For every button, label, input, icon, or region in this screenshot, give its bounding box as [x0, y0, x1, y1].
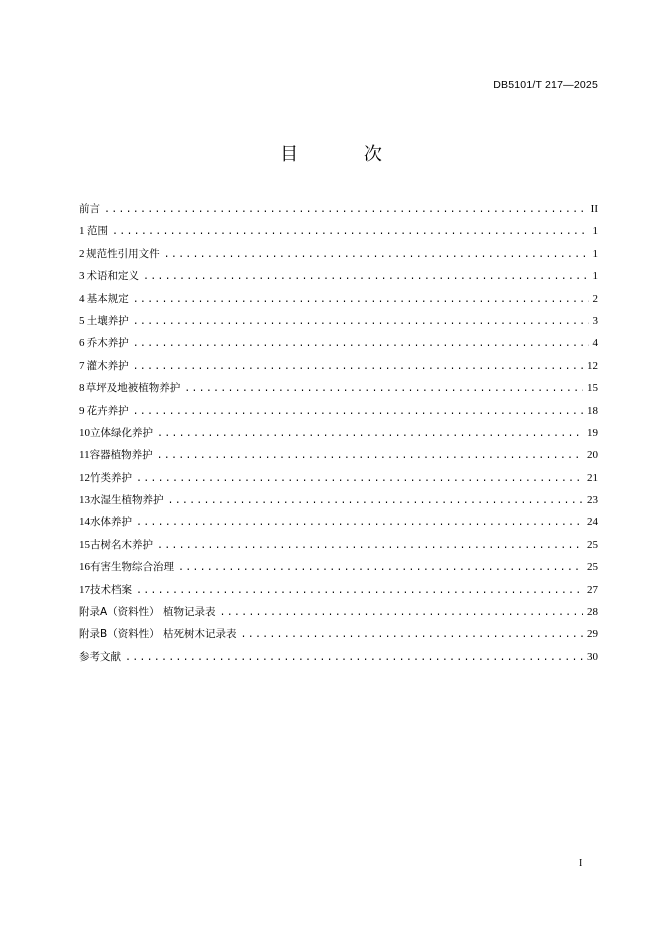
- toc-dot-leader: [168, 491, 584, 513]
- toc-entry[interactable]: [79, 623, 598, 645]
- toc-entry-title: 古树名木养护: [90, 538, 153, 551]
- toc-entry-number: 10: [79, 426, 90, 439]
- toc-entry-page: 1: [592, 270, 598, 283]
- table-of-contents: [79, 198, 598, 668]
- toc-entry-title: 附录A（资料性） 植物记录表: [79, 606, 216, 619]
- toc-entry[interactable]: [79, 601, 598, 623]
- toc-entry-title: 范围: [87, 225, 109, 238]
- toc-entry[interactable]: [79, 467, 598, 489]
- toc-entry-title: 容器植物养护: [89, 449, 153, 462]
- toc-entry-page: 30: [587, 650, 598, 663]
- toc-entry-title: 技术档案: [90, 583, 132, 596]
- toc-entry[interactable]: [79, 288, 598, 310]
- toc-dot-leader: [184, 379, 583, 401]
- toc-entry-page: 18: [587, 404, 598, 417]
- toc-dot-leader: [220, 603, 583, 625]
- toc-entry-page: 1: [592, 247, 598, 260]
- toc-entry[interactable]: [79, 511, 598, 533]
- toc-entry-title: 水体养护: [90, 516, 132, 529]
- toc-entry-title: 立体绿化养护: [90, 426, 153, 439]
- toc-entry-page: 2: [592, 292, 598, 305]
- toc-title: 目 次: [280, 144, 412, 165]
- toc-dot-leader: [157, 424, 583, 446]
- toc-entry[interactable]: [79, 579, 598, 601]
- toc-entry-title: 基本规定: [86, 292, 129, 305]
- toc-dot-leader: [104, 200, 587, 222]
- toc-entry[interactable]: [79, 198, 598, 220]
- toc-entry-number: 4: [79, 292, 85, 305]
- toc-entry-number: 3: [79, 270, 85, 283]
- toc-entry[interactable]: [79, 646, 598, 668]
- toc-entry[interactable]: [79, 220, 598, 242]
- toc-dot-leader: [143, 267, 588, 289]
- toc-dot-leader: [133, 402, 583, 424]
- toc-dot-leader: [164, 245, 589, 267]
- toc-entry-page: II: [590, 203, 598, 215]
- toc-entry[interactable]: [79, 310, 598, 332]
- toc-entry-number: 1: [79, 225, 85, 238]
- toc-dot-leader: [157, 446, 583, 468]
- toc-entry-number: 2: [79, 247, 85, 260]
- toc-entry-number: 9: [79, 404, 85, 417]
- document-code: DB5101/T 217—2025: [493, 79, 598, 91]
- toc-entry[interactable]: [79, 444, 598, 466]
- toc-entry-page: 21: [587, 471, 598, 484]
- toc-dot-leader: [133, 290, 589, 312]
- toc-entry-title: 规范性引用文件: [86, 247, 160, 260]
- toc-entry-page: 1: [592, 225, 598, 238]
- toc-entry[interactable]: [79, 265, 598, 287]
- toc-entry-title: 前言: [79, 203, 100, 215]
- toc-entry-number: 13: [79, 494, 90, 507]
- toc-dot-leader: [136, 513, 583, 535]
- toc-entry-title: 乔木养护: [86, 337, 129, 350]
- toc-entry-page: 25: [587, 561, 598, 574]
- toc-dot-leader: [133, 334, 589, 356]
- toc-entry-number: 11: [79, 449, 90, 462]
- toc-entry-page: 20: [587, 449, 598, 462]
- toc-entry-page: 4: [592, 337, 598, 350]
- toc-dot-leader: [136, 469, 583, 491]
- toc-entry-title: 竹类养护: [90, 471, 132, 484]
- toc-entry-number: 7: [79, 359, 85, 372]
- toc-entry-page: 24: [587, 516, 598, 529]
- toc-entry-title: 花卉养护: [86, 404, 129, 417]
- toc-entry-page: 28: [587, 606, 598, 619]
- toc-entry[interactable]: [79, 377, 598, 399]
- toc-entry[interactable]: [79, 534, 598, 556]
- toc-entry[interactable]: [79, 489, 598, 511]
- toc-entry[interactable]: [79, 556, 598, 578]
- toc-entry-page: 19: [587, 426, 598, 439]
- toc-entry-number: 17: [79, 583, 90, 596]
- toc-entry-page: 29: [587, 628, 598, 641]
- toc-dot-leader: [112, 222, 588, 244]
- toc-entry-page: 3: [592, 314, 598, 327]
- toc-entry-title: 附录B（资料性） 枯死树木记录表: [79, 628, 237, 641]
- toc-dot-leader: [133, 357, 583, 379]
- toc-entry[interactable]: [79, 355, 598, 377]
- toc-dot-leader: [136, 581, 583, 603]
- toc-entry-number: 14: [79, 516, 90, 529]
- toc-dot-leader: [178, 558, 583, 580]
- toc-entry[interactable]: [79, 243, 598, 265]
- toc-entry-number: 16: [79, 561, 90, 574]
- toc-entry-number: 6: [79, 337, 85, 350]
- page-number: I: [579, 858, 583, 869]
- toc-entry-title: 水湿生植物养护: [90, 494, 164, 507]
- toc-dot-leader: [157, 536, 583, 558]
- toc-entry-title: 参考文献: [79, 650, 121, 663]
- toc-entry-page: 25: [587, 538, 598, 551]
- toc-entry-page: 27: [587, 583, 598, 596]
- toc-entry-title: 灌木养护: [86, 359, 129, 372]
- toc-dot-leader: [133, 312, 589, 334]
- toc-entry-number: 8: [79, 382, 85, 395]
- toc-entry-number: 5: [79, 314, 85, 327]
- toc-entry-title: 草坪及地被植物养护: [85, 382, 181, 395]
- toc-dot-leader: [241, 625, 583, 647]
- toc-entry[interactable]: [79, 332, 598, 354]
- toc-entry-title: 土壤养护: [86, 314, 129, 327]
- toc-dot-leader: [125, 648, 583, 670]
- toc-entry-page: 12: [587, 359, 598, 372]
- toc-entry-number: 12: [79, 471, 90, 484]
- toc-entry-title: 有害生物综合治理: [90, 561, 174, 574]
- toc-entry[interactable]: [79, 422, 598, 444]
- toc-entry-number: 15: [79, 538, 90, 551]
- toc-entry-title: 术语和定义: [86, 270, 140, 283]
- toc-entry-page: 23: [587, 494, 598, 507]
- toc-entry[interactable]: [79, 400, 598, 422]
- toc-entry-page: 15: [587, 382, 598, 395]
